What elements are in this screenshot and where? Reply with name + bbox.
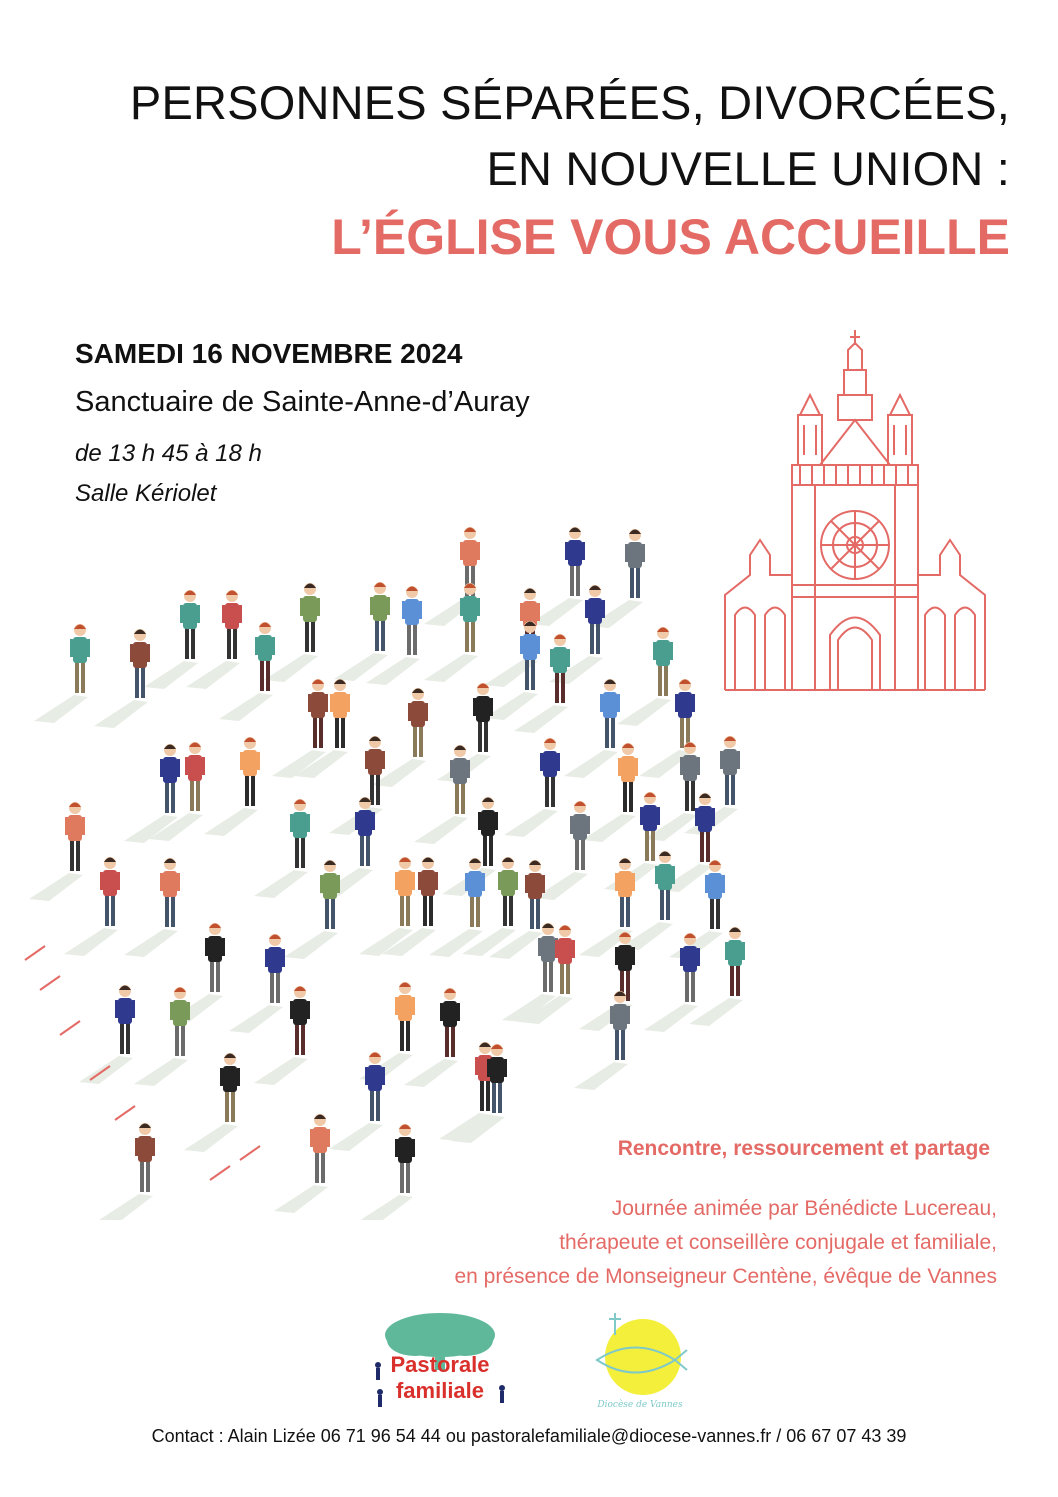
person-figure (359, 1124, 415, 1220)
person-figure (124, 858, 180, 957)
diocese-vannes-logo (585, 1305, 695, 1415)
person-figure (617, 627, 673, 726)
person-figure (424, 583, 480, 682)
pastorale-text-1: Pastorale (390, 1352, 490, 1377)
person-figure (34, 624, 90, 723)
person-figure (64, 857, 120, 956)
person-figure (564, 679, 620, 778)
person-figure (254, 986, 310, 1085)
title-line-1: PERSONNES SÉPARÉES, DIVORCÉES, (129, 76, 1010, 129)
person-figure (29, 802, 85, 901)
event-room: Salle Kériolet (75, 480, 217, 507)
diocese-logo-text: Diocèse de Vannes (597, 1400, 683, 1410)
tagline: Rencontre, ressourcement et partage (617, 1137, 990, 1160)
event-time: de 13 h 45 à 18 h (75, 440, 262, 467)
decorative-dash (240, 1146, 260, 1160)
animation-line-3: en présence de Monseigneur Centène, évêque de Vannes (454, 1265, 997, 1288)
crowd-illustration (0, 480, 760, 1220)
animation-line-1: Journée animée par Bénédicte Lucereau, (611, 1197, 997, 1220)
church-icon (720, 325, 1000, 695)
event-venue: Sanctuaire de Sainte-Anne-d’Auray (75, 386, 530, 418)
poster-title (20, 70, 1010, 272)
person-figure (184, 1053, 240, 1152)
decorative-dash (60, 1021, 80, 1035)
person-figure (134, 987, 190, 1086)
person-figure (204, 737, 260, 836)
person-figure (94, 629, 150, 728)
animation-text (454, 1192, 997, 1294)
person-figure (264, 583, 320, 682)
person-figure (504, 738, 560, 837)
event-date: SAMEDI 16 NOVEMBRE 2024 (75, 338, 463, 369)
person-figure (644, 933, 700, 1032)
person-figure (99, 1123, 155, 1220)
decorative-dash (115, 1106, 135, 1120)
person-figure (254, 799, 310, 898)
person-figure (359, 982, 415, 1081)
decorative-dash (25, 946, 45, 960)
contact-line: Contact : Alain Lizée 06 71 96 54 44 ou pastoralefamiliale@diocese-vannes.fr / 06 67 07 43 39 (151, 1426, 907, 1446)
pastorale-familiale-logo (370, 1310, 510, 1410)
person-figure (414, 745, 470, 844)
person-figure (329, 1052, 385, 1151)
animation-line-2: thérapeute et conseillère conjugale et familiale, (559, 1231, 997, 1254)
person-figure (144, 590, 200, 689)
decorative-dash (40, 976, 60, 990)
title-accent: L’ÉGLISE VOUS ACCUEILLE (331, 209, 1010, 265)
person-figure (334, 582, 390, 681)
person-figure (229, 934, 285, 1033)
person-figure (274, 1114, 330, 1213)
title-line-2: EN NOUVELLE UNION : (486, 142, 1010, 195)
pastorale-text-2: familiale (395, 1378, 485, 1403)
person-figure (574, 991, 630, 1090)
decorative-dash (210, 1166, 230, 1180)
